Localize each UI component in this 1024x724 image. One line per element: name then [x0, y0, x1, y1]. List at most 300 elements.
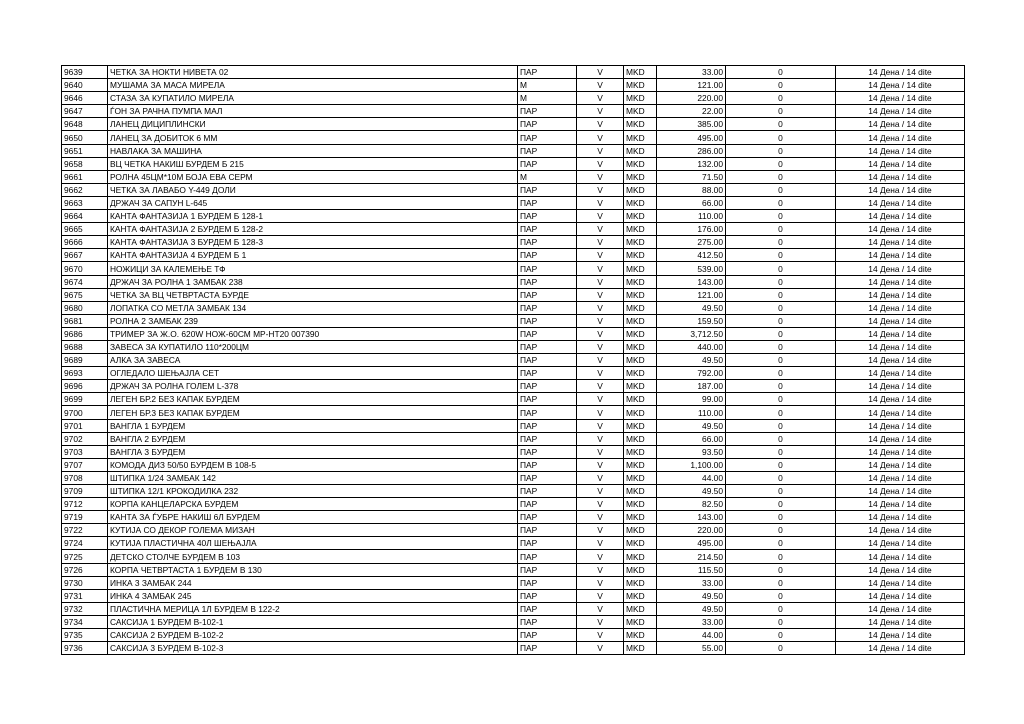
item-price: 1,100.00 — [657, 458, 726, 471]
item-flag: V — [577, 79, 624, 92]
item-price: 440.00 — [657, 340, 726, 353]
item-currency: MKD — [624, 471, 657, 484]
item-unit: ПАР — [518, 262, 577, 275]
item-price: 22.00 — [657, 105, 726, 118]
item-currency: MKD — [624, 144, 657, 157]
table-row — [62, 183, 965, 196]
item-unit: ПАР — [518, 615, 577, 628]
item-code: 9640 — [62, 79, 108, 92]
item-code: 9708 — [62, 471, 108, 484]
item-flag: V — [577, 183, 624, 196]
item-currency: MKD — [624, 406, 657, 419]
item-currency: MKD — [624, 589, 657, 602]
table-row — [62, 301, 965, 314]
item-flag: V — [577, 105, 624, 118]
item-term: 14 Дена / 14 dite — [836, 236, 965, 249]
item-term: 14 Дена / 14 dite — [836, 118, 965, 131]
item-term: 14 Дена / 14 dite — [836, 262, 965, 275]
item-name: МУШАМА ЗА МАСА МИРЕЛА — [108, 79, 518, 92]
table-row — [62, 445, 965, 458]
item-price: 275.00 — [657, 236, 726, 249]
item-price: 99.00 — [657, 393, 726, 406]
item-name: АЛКА ЗА ЗАВЕСА — [108, 354, 518, 367]
item-term: 14 Дена / 14 dite — [836, 196, 965, 209]
item-zero: 0 — [726, 380, 836, 393]
item-name: ЧЕТКА ЗА ЛАВАБО Y-449 ДОЛИ — [108, 183, 518, 196]
item-code: 9648 — [62, 118, 108, 131]
item-name: САКСИЈА 1 БУРДЕМ В-102-1 — [108, 615, 518, 628]
item-zero: 0 — [726, 537, 836, 550]
item-price: 286.00 — [657, 144, 726, 157]
item-currency: MKD — [624, 196, 657, 209]
item-price: 143.00 — [657, 275, 726, 288]
item-name: ЛАНЕЦ ДИЦИПЛИНСКИ — [108, 118, 518, 131]
item-currency: MKD — [624, 642, 657, 655]
item-zero: 0 — [726, 485, 836, 498]
item-zero: 0 — [726, 354, 836, 367]
table-row — [62, 380, 965, 393]
item-currency: MKD — [624, 327, 657, 340]
item-price: 110.00 — [657, 406, 726, 419]
item-term: 14 Дена / 14 dite — [836, 157, 965, 170]
item-name: КАНТА ФАНТАЗИЈА 2 БУРДЕМ Б 128-2 — [108, 223, 518, 236]
item-term: 14 Дена / 14 dite — [836, 406, 965, 419]
item-name: ОГЛЕДАЛО ШЕЊАЈЛА СЕТ — [108, 367, 518, 380]
item-price: 792.00 — [657, 367, 726, 380]
item-currency: MKD — [624, 524, 657, 537]
item-zero: 0 — [726, 563, 836, 576]
item-zero: 0 — [726, 157, 836, 170]
item-zero: 0 — [726, 183, 836, 196]
table-row — [62, 249, 965, 262]
item-currency: MKD — [624, 275, 657, 288]
item-name: СТАЗА ЗА КУПАТИЛО МИРЕЛА — [108, 92, 518, 105]
item-zero: 0 — [726, 602, 836, 615]
item-unit: М — [518, 79, 577, 92]
item-unit: ПАР — [518, 210, 577, 223]
item-price: 71.50 — [657, 170, 726, 183]
item-flag: V — [577, 419, 624, 432]
item-currency: MKD — [624, 105, 657, 118]
item-price: 66.00 — [657, 196, 726, 209]
item-unit: ПАР — [518, 550, 577, 563]
item-code: 9689 — [62, 354, 108, 367]
item-code: 9709 — [62, 485, 108, 498]
table-row — [62, 629, 965, 642]
item-unit: ПАР — [518, 458, 577, 471]
item-flag: V — [577, 288, 624, 301]
item-price: 93.50 — [657, 445, 726, 458]
item-zero: 0 — [726, 249, 836, 262]
item-price: 220.00 — [657, 524, 726, 537]
item-term: 14 Дена / 14 dite — [836, 511, 965, 524]
item-currency: MKD — [624, 157, 657, 170]
table-row — [62, 458, 965, 471]
item-term: 14 Дена / 14 dite — [836, 354, 965, 367]
item-code: 9647 — [62, 105, 108, 118]
item-price: 132.00 — [657, 157, 726, 170]
item-unit: ПАР — [518, 393, 577, 406]
item-term: 14 Дена / 14 dite — [836, 550, 965, 563]
item-flag: V — [577, 563, 624, 576]
item-unit: М — [518, 92, 577, 105]
item-price: 33.00 — [657, 66, 726, 79]
item-unit: ПАР — [518, 249, 577, 262]
item-currency: MKD — [624, 498, 657, 511]
table-row — [62, 131, 965, 144]
item-name: ПЛАСТИЧНА МЕРИЦА 1Л БУРДЕМ В 122-2 — [108, 602, 518, 615]
item-price: 49.50 — [657, 301, 726, 314]
item-currency: MKD — [624, 380, 657, 393]
table-row — [62, 498, 965, 511]
item-currency: MKD — [624, 511, 657, 524]
item-code: 9688 — [62, 340, 108, 353]
table-row — [62, 262, 965, 275]
item-zero: 0 — [726, 432, 836, 445]
item-zero: 0 — [726, 210, 836, 223]
item-flag: V — [577, 66, 624, 79]
table-row — [62, 615, 965, 628]
item-name: КОРПА ЧЕТВРТАСТА 1 БУРДЕМ В 130 — [108, 563, 518, 576]
item-term: 14 Дена / 14 dite — [836, 419, 965, 432]
table-row — [62, 105, 965, 118]
item-code: 9722 — [62, 524, 108, 537]
item-name: САКСИЈА 2 БУРДЕМ В-102-2 — [108, 629, 518, 642]
item-code: 9670 — [62, 262, 108, 275]
item-zero: 0 — [726, 550, 836, 563]
item-flag: V — [577, 537, 624, 550]
item-term: 14 Дена / 14 dite — [836, 249, 965, 262]
item-currency: MKD — [624, 223, 657, 236]
item-unit: ПАР — [518, 288, 577, 301]
item-currency: MKD — [624, 485, 657, 498]
item-name: РОЛНА 45ЦМ*10М БОЈА ЕВА СЕРМ — [108, 170, 518, 183]
item-unit: ПАР — [518, 157, 577, 170]
table-row — [62, 66, 965, 79]
item-price: 187.00 — [657, 380, 726, 393]
item-price: 495.00 — [657, 537, 726, 550]
item-currency: MKD — [624, 367, 657, 380]
item-unit: ПАР — [518, 445, 577, 458]
item-unit: ПАР — [518, 380, 577, 393]
item-code: 9693 — [62, 367, 108, 380]
item-price: 44.00 — [657, 471, 726, 484]
item-unit: ПАР — [518, 471, 577, 484]
item-flag: V — [577, 642, 624, 655]
item-code: 9658 — [62, 157, 108, 170]
table-row — [62, 550, 965, 563]
item-currency: MKD — [624, 602, 657, 615]
item-term: 14 Дена / 14 dite — [836, 458, 965, 471]
item-unit: ПАР — [518, 629, 577, 642]
table-row — [62, 79, 965, 92]
table-row — [62, 563, 965, 576]
item-code: 9724 — [62, 537, 108, 550]
item-term: 14 Дена / 14 dite — [836, 288, 965, 301]
item-name: КАНТА ФАНТАЗИЈА 3 БУРДЕМ Б 128-3 — [108, 236, 518, 249]
item-code: 9700 — [62, 406, 108, 419]
item-flag: V — [577, 275, 624, 288]
item-zero: 0 — [726, 524, 836, 537]
item-flag: V — [577, 170, 624, 183]
item-zero: 0 — [726, 236, 836, 249]
item-flag: V — [577, 367, 624, 380]
item-code: 9681 — [62, 314, 108, 327]
item-unit: ПАР — [518, 511, 577, 524]
table-row — [62, 576, 965, 589]
item-code: 9712 — [62, 498, 108, 511]
item-flag: V — [577, 629, 624, 642]
item-unit: ПАР — [518, 314, 577, 327]
item-term: 14 Дена / 14 dite — [836, 367, 965, 380]
item-price: 44.00 — [657, 629, 726, 642]
item-name: ЛЕГЕН БР.3 БЕЗ КАПАК БУРДЕМ — [108, 406, 518, 419]
table-row — [62, 144, 965, 157]
item-code: 9702 — [62, 432, 108, 445]
item-name: ИНКА 3 ЗАМБАК 244 — [108, 576, 518, 589]
item-name: КАНТА ФАНТАЗИЈА 4 БУРДЕМ Б 1 — [108, 249, 518, 262]
item-name: КОРПА КАНЦЕЛАРСКА БУРДЕМ — [108, 498, 518, 511]
item-flag: V — [577, 314, 624, 327]
item-unit: ПАР — [518, 327, 577, 340]
item-flag: V — [577, 498, 624, 511]
item-name: КАНТА ЗА ЃУБРЕ НАКИШ 6Л БУРДЕМ — [108, 511, 518, 524]
item-unit: ПАР — [518, 576, 577, 589]
item-zero: 0 — [726, 576, 836, 589]
item-unit: ПАР — [518, 340, 577, 353]
price-table — [61, 65, 965, 655]
item-zero: 0 — [726, 327, 836, 340]
item-unit: ПАР — [518, 183, 577, 196]
item-flag: V — [577, 602, 624, 615]
item-name: ИНКА 4 ЗАМБАК 245 — [108, 589, 518, 602]
item-currency: MKD — [624, 445, 657, 458]
table-row — [62, 485, 965, 498]
item-name: ВАНГЛА 3 БУРДЕМ — [108, 445, 518, 458]
item-price: 214.50 — [657, 550, 726, 563]
table-row — [62, 288, 965, 301]
item-flag: V — [577, 327, 624, 340]
item-flag: V — [577, 406, 624, 419]
item-term: 14 Дена / 14 dite — [836, 275, 965, 288]
item-flag: V — [577, 144, 624, 157]
item-flag: V — [577, 340, 624, 353]
item-currency: MKD — [624, 615, 657, 628]
item-name: ДРЖАЧ ЗА РОЛНА 1 ЗАМБАК 238 — [108, 275, 518, 288]
item-unit: ПАР — [518, 485, 577, 498]
item-name: ЛОПАТКА СО МЕТЛА ЗАМБАК 134 — [108, 301, 518, 314]
item-zero: 0 — [726, 458, 836, 471]
item-currency: MKD — [624, 550, 657, 563]
item-currency: MKD — [624, 301, 657, 314]
item-currency: MKD — [624, 419, 657, 432]
item-code: 9675 — [62, 288, 108, 301]
item-zero: 0 — [726, 118, 836, 131]
item-flag: V — [577, 445, 624, 458]
item-term: 14 Дена / 14 dite — [836, 340, 965, 353]
table-row — [62, 354, 965, 367]
table-row — [62, 236, 965, 249]
item-currency: MKD — [624, 563, 657, 576]
item-currency: MKD — [624, 118, 657, 131]
item-price: 49.50 — [657, 485, 726, 498]
table-row — [62, 327, 965, 340]
item-currency: MKD — [624, 236, 657, 249]
table-row — [62, 367, 965, 380]
item-term: 14 Дена / 14 dite — [836, 563, 965, 576]
item-code: 9725 — [62, 550, 108, 563]
item-unit: ПАР — [518, 301, 577, 314]
item-flag: V — [577, 354, 624, 367]
item-code: 9736 — [62, 642, 108, 655]
table-row — [62, 589, 965, 602]
item-flag: V — [577, 196, 624, 209]
item-zero: 0 — [726, 92, 836, 105]
item-unit: ПАР — [518, 236, 577, 249]
table-row — [62, 419, 965, 432]
item-unit: ПАР — [518, 602, 577, 615]
item-unit: ПАР — [518, 196, 577, 209]
item-currency: MKD — [624, 79, 657, 92]
item-flag: V — [577, 118, 624, 131]
item-zero: 0 — [726, 615, 836, 628]
item-flag: V — [577, 432, 624, 445]
item-zero: 0 — [726, 314, 836, 327]
item-zero: 0 — [726, 340, 836, 353]
item-unit: ПАР — [518, 563, 577, 576]
item-name: ТРИМЕР ЗА Ж.О. 620W НОЖ-60СМ MP-HT20 007390 — [108, 327, 518, 340]
item-zero: 0 — [726, 170, 836, 183]
item-currency: MKD — [624, 354, 657, 367]
item-price: 33.00 — [657, 576, 726, 589]
item-term: 14 Дена / 14 dite — [836, 223, 965, 236]
item-name: ЛЕГЕН БР.2 БЕЗ КАПАК БУРДЕМ — [108, 393, 518, 406]
item-term: 14 Дена / 14 dite — [836, 642, 965, 655]
table-row — [62, 432, 965, 445]
item-unit: ПАР — [518, 419, 577, 432]
item-price: 220.00 — [657, 92, 726, 105]
item-unit: ПАР — [518, 642, 577, 655]
item-zero: 0 — [726, 196, 836, 209]
item-zero: 0 — [726, 445, 836, 458]
table-row — [62, 157, 965, 170]
item-price: 3,712.50 — [657, 327, 726, 340]
item-currency: MKD — [624, 629, 657, 642]
item-unit: ПАР — [518, 367, 577, 380]
item-code: 9662 — [62, 183, 108, 196]
item-term: 14 Дена / 14 dite — [836, 66, 965, 79]
item-code: 9661 — [62, 170, 108, 183]
item-flag: V — [577, 458, 624, 471]
item-term: 14 Дена / 14 dite — [836, 105, 965, 118]
item-name: ШТИПКА 1/24 ЗАМБАК 142 — [108, 471, 518, 484]
item-zero: 0 — [726, 419, 836, 432]
item-zero: 0 — [726, 144, 836, 157]
item-zero: 0 — [726, 629, 836, 642]
item-code: 9686 — [62, 327, 108, 340]
item-name: ВАНГЛА 1 БУРДЕМ — [108, 419, 518, 432]
item-code: 9731 — [62, 589, 108, 602]
item-flag: V — [577, 615, 624, 628]
item-flag: V — [577, 157, 624, 170]
item-term: 14 Дена / 14 dite — [836, 576, 965, 589]
item-zero: 0 — [726, 471, 836, 484]
item-unit: ПАР — [518, 105, 577, 118]
item-price: 385.00 — [657, 118, 726, 131]
item-term: 14 Дена / 14 dite — [836, 131, 965, 144]
item-currency: MKD — [624, 458, 657, 471]
item-price: 82.50 — [657, 498, 726, 511]
item-term: 14 Дена / 14 dite — [836, 314, 965, 327]
item-name: ДЕТСКО СТОЛЧЕ БУРДЕМ В 103 — [108, 550, 518, 563]
table-row — [62, 471, 965, 484]
item-currency: MKD — [624, 131, 657, 144]
item-code: 9674 — [62, 275, 108, 288]
item-zero: 0 — [726, 367, 836, 380]
item-term: 14 Дена / 14 dite — [836, 183, 965, 196]
item-unit: М — [518, 170, 577, 183]
item-zero: 0 — [726, 642, 836, 655]
item-price: 49.50 — [657, 419, 726, 432]
table-row — [62, 223, 965, 236]
item-name: ШТИПКА 12/1 КРОКОДИЛКА 232 — [108, 485, 518, 498]
item-zero: 0 — [726, 66, 836, 79]
item-currency: MKD — [624, 183, 657, 196]
item-flag: V — [577, 92, 624, 105]
table-row — [62, 275, 965, 288]
item-price: 49.50 — [657, 354, 726, 367]
item-currency: MKD — [624, 249, 657, 262]
item-code: 9735 — [62, 629, 108, 642]
item-term: 14 Дена / 14 dite — [836, 393, 965, 406]
item-price: 49.50 — [657, 602, 726, 615]
item-name: РОЛНА 2 ЗАМБАК 239 — [108, 314, 518, 327]
item-unit: ПАР — [518, 144, 577, 157]
item-code: 9639 — [62, 66, 108, 79]
item-zero: 0 — [726, 79, 836, 92]
item-term: 14 Дена / 14 dite — [836, 79, 965, 92]
table-row — [62, 170, 965, 183]
item-code: 9663 — [62, 196, 108, 209]
item-currency: MKD — [624, 92, 657, 105]
item-unit: ПАР — [518, 406, 577, 419]
item-code: 9726 — [62, 563, 108, 576]
item-term: 14 Дена / 14 dite — [836, 498, 965, 511]
item-unit: ПАР — [518, 498, 577, 511]
item-term: 14 Дена / 14 dite — [836, 432, 965, 445]
item-term: 14 Дена / 14 dite — [836, 537, 965, 550]
item-price: 143.00 — [657, 511, 726, 524]
item-term: 14 Дена / 14 dite — [836, 210, 965, 223]
item-code: 9650 — [62, 131, 108, 144]
item-term: 14 Дена / 14 dite — [836, 445, 965, 458]
item-currency: MKD — [624, 66, 657, 79]
item-currency: MKD — [624, 537, 657, 550]
item-price: 412.50 — [657, 249, 726, 262]
item-zero: 0 — [726, 105, 836, 118]
table-row — [62, 196, 965, 209]
item-price: 110.00 — [657, 210, 726, 223]
item-flag: V — [577, 589, 624, 602]
item-zero: 0 — [726, 511, 836, 524]
item-code: 9734 — [62, 615, 108, 628]
item-currency: MKD — [624, 432, 657, 445]
table-row — [62, 118, 965, 131]
item-currency: MKD — [624, 576, 657, 589]
item-flag: V — [577, 210, 624, 223]
item-price: 115.50 — [657, 563, 726, 576]
item-unit: ПАР — [518, 524, 577, 537]
